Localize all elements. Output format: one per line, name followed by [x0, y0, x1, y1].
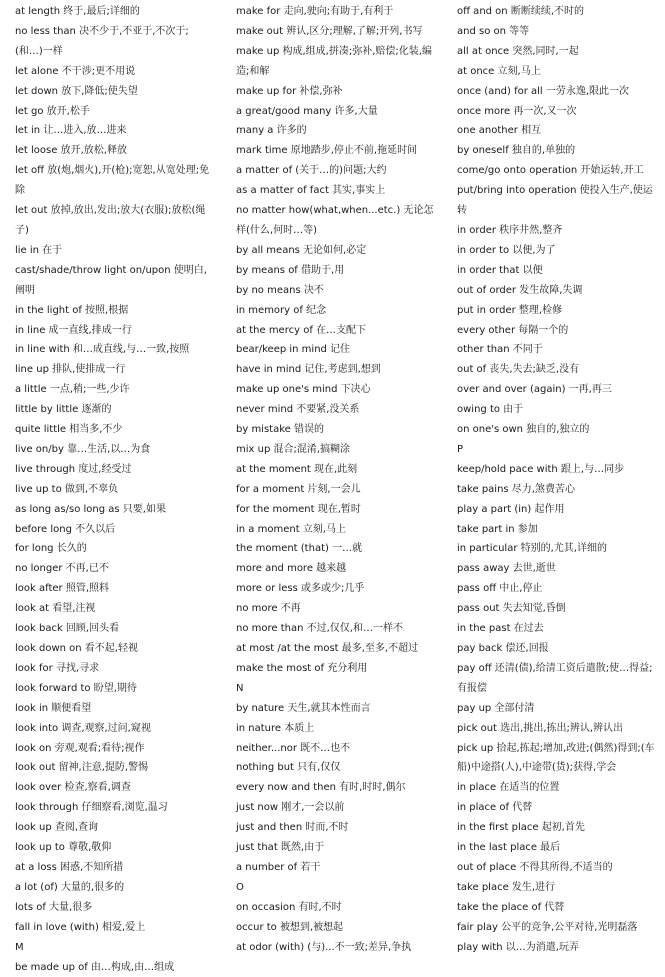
phrase-entry: keep/hold pace with 跟上,与…同步 [457, 460, 657, 480]
phrase-entry: pay off 还清(债),给清工资后遣散;使…得益;有报偿 [457, 659, 657, 699]
phrase-entry: in nature 本质上 [236, 719, 434, 739]
phrase-entry: pass off 中止,停止 [457, 579, 657, 599]
phrase-entry: all at once 突然,同时,一起 [457, 42, 657, 62]
phrase-entry: pay back 偿还,回报 [457, 639, 657, 659]
phrase-entry: look after 照管,照料 [15, 579, 215, 599]
phrase-entry: many a 许多的 [236, 121, 434, 141]
phrase-entry: once more 再一次,又一次 [457, 102, 657, 122]
phrase-entry: take place 发生,进行 [457, 878, 657, 898]
phrase-entry: play a part (in) 起作用 [457, 500, 657, 520]
phrase-entry: for a moment 片刻,一会儿 [236, 480, 434, 500]
phrase-entry: let go 放开,松手 [15, 102, 215, 122]
phrase-entry: nothing but 只有,仅仅 [236, 758, 434, 778]
phrase-entry: in place of 代替 [457, 798, 657, 818]
phrase-entry: no more 不再 [236, 599, 434, 619]
phrase-entry: look forward to 盼望,期待 [15, 679, 215, 699]
phrase-entry: let in 让…进入,放…进来 [15, 121, 215, 141]
phrase-entry: N [236, 679, 434, 699]
phrase-entry: in order that 以便 [457, 261, 657, 281]
phrase-entry: O [236, 878, 434, 898]
phrase-entry: little by little 逐渐的 [15, 400, 215, 420]
phrase-entry: play with 以…为消遣,玩弄 [457, 938, 657, 958]
phrase-entry: in a moment 立刻,马上 [236, 520, 434, 540]
phrase-entry: lots of 大量,很多 [15, 898, 215, 918]
phrase-entry: live on/by 靠…生活,以…为食 [15, 440, 215, 460]
phrase-entry: for long 长久的 [15, 539, 215, 559]
phrase-entry: a matter of (关于…的)问题;大约 [236, 161, 434, 181]
phrase-entry: by means of 借助于,用 [236, 261, 434, 281]
phrase-entry: by all means 无论如何,必定 [236, 241, 434, 261]
phrase-entry: look through 仔细察看,浏览,温习 [15, 798, 215, 818]
phrase-entry: put in order 整理,检修 [457, 301, 657, 321]
phrase-entry: on one's own 独自的,独立的 [457, 420, 657, 440]
phrase-entry: at the moment 现在,此刻 [236, 460, 434, 480]
phrase-entry: once (and) for all 一劳永逸,限此一次 [457, 82, 657, 102]
phrase-entry: live through 度过,经受过 [15, 460, 215, 480]
phrase-entry: more and more 越来越 [236, 559, 434, 579]
column-left [15, 2, 215, 977]
phrase-entry: be made up of 由…构成,由…组成 [15, 958, 215, 977]
phrase-entry: make up for 补偿,弥补 [236, 82, 434, 102]
phrase-entry: look over 检查,察看,调查 [15, 778, 215, 798]
phrase-entry: pass out 失去知觉,昏倒 [457, 599, 657, 619]
phrase-entry: on occasion 有时,不时 [236, 898, 434, 918]
phrase-entry: take part in 参加 [457, 520, 657, 540]
phrase-entry: pick out 选出,挑出,拣出;辨认,辨认出 [457, 719, 657, 739]
phrase-entry: the moment (that) 一…就 [236, 539, 434, 559]
phrase-entry: at odor (with) (与)...不一致;差异,争执 [236, 938, 434, 958]
phrase-entry: just now 刚才,一会以前 [236, 798, 434, 818]
phrase-entry: at the mercy of 在…支配下 [236, 321, 434, 341]
phrase-entry: look back 回顾,回头看 [15, 619, 215, 639]
phrase-entry: in place 在适当的位置 [457, 778, 657, 798]
phrase-entry: and so on 等等 [457, 22, 657, 42]
phrase-entry: at length 终于,最后;详细的 [15, 2, 215, 22]
phrase-entry: mix up 混合;混淆,搞糊涂 [236, 440, 434, 460]
phrase-entry: by mistake 错误的 [236, 420, 434, 440]
phrase-entry: in memory of 纪念 [236, 301, 434, 321]
phrase-entry: fall in love (with) 相爱,爱上 [15, 918, 215, 938]
phrase-entry: over and over (again) 一再,再三 [457, 380, 657, 400]
phrase-entry: let loose 放开,放松,释放 [15, 141, 215, 161]
phrase-entry: fair play 公平的竞争,公平对待,光明磊落 [457, 918, 657, 938]
phrase-entry: in the past 在过去 [457, 619, 657, 639]
phrase-entry: a great/good many 许多,大量 [236, 102, 434, 122]
phrase-entry: in line with 和…成直线,与…一致,按照 [15, 340, 215, 360]
column-middle [236, 2, 434, 958]
phrase-entry: as long as/so long as 只要,如果 [15, 500, 215, 520]
phrase-entry: at a loss 困惑,不知所措 [15, 858, 215, 878]
phrase-entry: in order to 以便,为了 [457, 241, 657, 261]
phrase-entry: look at 看望,注视 [15, 599, 215, 619]
phrase-entry: pick up 拾起,拣起;增加,改进;(偶然)得到;(车船)中途搭(人),中途带(货);获得,学会 [457, 739, 657, 779]
phrase-entry: line up 排队,使排成一行 [15, 360, 215, 380]
phrase-entry: let down 放下,降低;使失望 [15, 82, 215, 102]
phrase-entry: let alone 不干涉;更不用说 [15, 62, 215, 82]
phrase-entry: by oneself 独自的,单独的 [457, 141, 657, 161]
phrase-entry: out of order 发生故障,失调 [457, 281, 657, 301]
phrase-entry: before long 不久以后 [15, 520, 215, 540]
phrase-entry: owing to 由于 [457, 400, 657, 420]
phrase-entry: let out 放掉,放出,发出;放大(衣服);放松(绳子) [15, 201, 215, 241]
phrase-entry: P [457, 440, 657, 460]
phrase-entry: other than 不同于 [457, 340, 657, 360]
phrase-entry: cast/shade/throw light on/upon 使明白,阐明 [15, 261, 215, 301]
phrase-entry: neither...nor 既不…也不 [236, 739, 434, 759]
phrase-entry: look up to 尊敬,敬仰 [15, 838, 215, 858]
phrase-entry: occur to 被想到,被想起 [236, 918, 434, 938]
phrase-entry: take the place of 代替 [457, 898, 657, 918]
phrase-entry: at most /at the most 最多,至多,不超过 [236, 639, 434, 659]
phrase-entry: in the first place 起初,首先 [457, 818, 657, 838]
column-right [457, 2, 657, 958]
phrase-entry: never mind 不要紧,没关系 [236, 400, 434, 420]
phrase-entry: in line 成一直线,排成一行 [15, 321, 215, 341]
phrase-entry: every other 每隔一个的 [457, 321, 657, 341]
phrase-entry: quite little 相当多,不少 [15, 420, 215, 440]
phrase-entry: out of place 不得其所得,不适当的 [457, 858, 657, 878]
phrase-entry: at once 立刻,马上 [457, 62, 657, 82]
phrase-entry: out of 丧失,失去;缺乏,没有 [457, 360, 657, 380]
phrase-entry: make out 辨认,区分;理解,了解;开列,书写 [236, 22, 434, 42]
phrase-entry: for the moment 现在,暂时 [236, 500, 434, 520]
phrase-entry: in the light of 按照,根据 [15, 301, 215, 321]
phrase-entry: lie in 在于 [15, 241, 215, 261]
phrase-entry: look out 留神,注意,提防,警惕 [15, 758, 215, 778]
phrase-entry: live up to 做到,不辜负 [15, 480, 215, 500]
phrase-entry: let off 放(炮,烟火),开(枪);宽恕,从宽处理;免除 [15, 161, 215, 201]
phrase-entry: put/bring into operation 使投入生产,使运转 [457, 181, 657, 221]
phrase-entry: in particular 特别的,尤其,详细的 [457, 539, 657, 559]
phrase-entry: look down on 看不起,轻视 [15, 639, 215, 659]
phrase-entry: M [15, 938, 215, 958]
phrase-entry: bear/keep in mind 记住 [236, 340, 434, 360]
phrase-entry: a little 一点,稍;一些,少许 [15, 380, 215, 400]
phrase-entry: off and on 断断续续,不时的 [457, 2, 657, 22]
phrase-entry: have in mind 记住,考虑到,想到 [236, 360, 434, 380]
phrase-entry: look for 寻找,寻求 [15, 659, 215, 679]
phrase-entry: a number of 若干 [236, 858, 434, 878]
phrase-entry: make up one's mind 下决心 [236, 380, 434, 400]
phrase-entry: make the most of 充分利用 [236, 659, 434, 679]
phrase-entry: make up 构成,组成,拼凑;弥补,赔偿;化装,编造;和解 [236, 42, 434, 82]
phrase-entry: every now and then 有时,时时,偶尔 [236, 778, 434, 798]
phrase-entry: no more than 不过,仅仅,和…一样不 [236, 619, 434, 639]
phrase-entry: pass away 去世,逝世 [457, 559, 657, 579]
phrase-entry: mark time 原地踏步,停止不前,拖延时间 [236, 141, 434, 161]
phrase-entry: one another 相互 [457, 121, 657, 141]
phrase-entry: a lot (of) 大量的,很多的 [15, 878, 215, 898]
phrase-entry: look up 查阅,查询 [15, 818, 215, 838]
phrase-entry: come/go onto operation 开始运转,开工 [457, 161, 657, 181]
phrase-entry: just and then 时而,不时 [236, 818, 434, 838]
phrase-entry: make for 走向,驶向;有助于,有利于 [236, 2, 434, 22]
phrase-entry: look into 调查,观察,过问,窥视 [15, 719, 215, 739]
phrase-entry: just that 既然,由于 [236, 838, 434, 858]
phrase-entry: as a matter of fact 其实,事实上 [236, 181, 434, 201]
phrase-entry: in the last place 最后 [457, 838, 657, 858]
phrase-entry: look on 旁观,观看;看待;视作 [15, 739, 215, 759]
phrase-entry: by no means 决不 [236, 281, 434, 301]
phrase-entry: no longer 不再,已不 [15, 559, 215, 579]
phrase-entry: pay up 全部付清 [457, 699, 657, 719]
phrase-entry: by nature 天生,就其本性而言 [236, 699, 434, 719]
phrase-entry: in order 秩序井然,整齐 [457, 221, 657, 241]
phrase-entry: no less than 决不少于,不亚于,不次于;(和…)一样 [15, 22, 215, 62]
phrase-entry: take pains 尽力,煞费苦心 [457, 480, 657, 500]
phrase-entry: more or less 或多或少;几乎 [236, 579, 434, 599]
phrase-entry: no matter how(what,when...etc.) 无论怎样(什么,何时…等) [236, 201, 434, 241]
phrase-entry: look in 顺便看望 [15, 699, 215, 719]
